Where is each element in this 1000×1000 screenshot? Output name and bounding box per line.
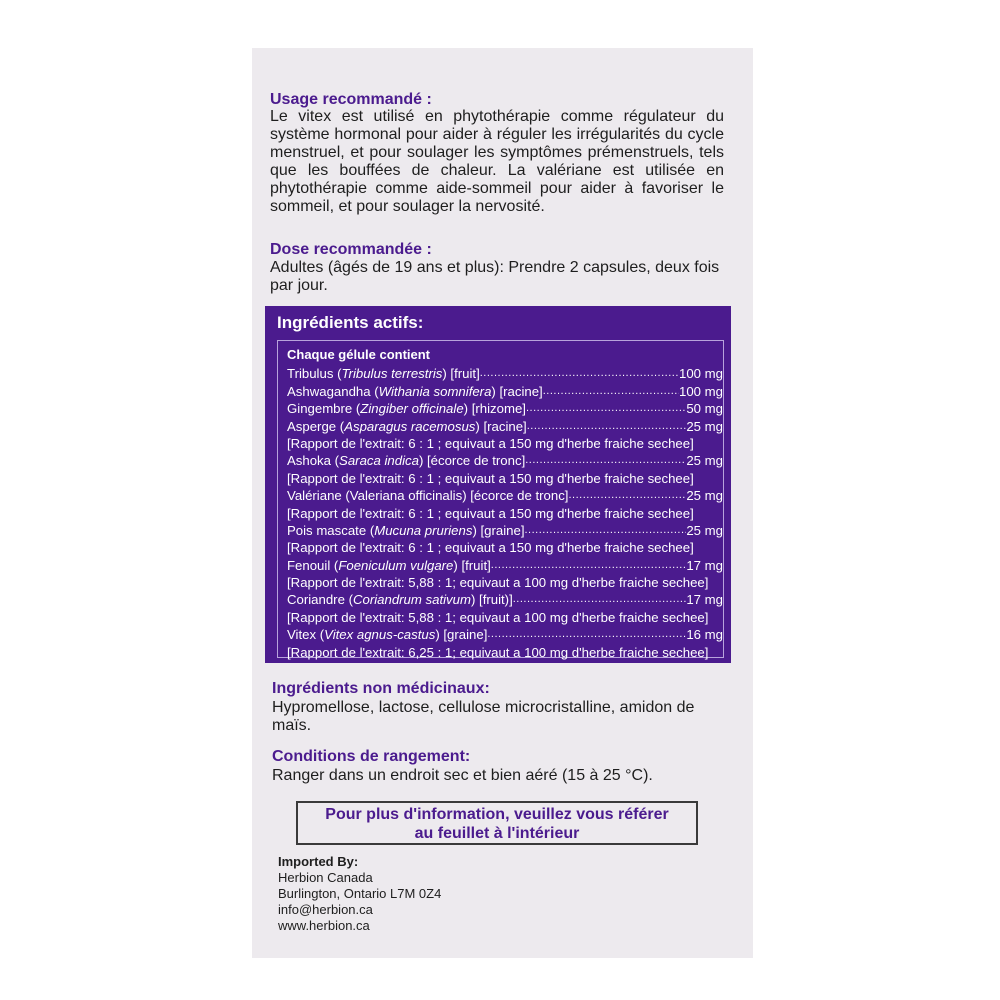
capsule-contains-label: Chaque gélule contient: [287, 347, 431, 362]
ingredient-amount: 50 mg: [686, 401, 723, 417]
more-info-line-2: au feuillet à l'intérieur: [414, 825, 580, 842]
ingredient-name: [287, 558, 491, 573]
importer-website: www.herbion.ca: [278, 918, 370, 933]
non-medicinal-title: Ingrédients non médicinaux:: [272, 680, 490, 697]
ingredient-latin-name: Mucuna pruriens: [374, 522, 473, 538]
extract-ratio-text: [Rapport de l'extrait: 6 : 1 ; equivaut a 150 mg d'herbe fraiche sechee]: [287, 505, 694, 521]
ingredient-amount: 100 mg: [679, 383, 723, 399]
ingredient-row: [287, 590, 723, 607]
ingredient-name: [287, 488, 568, 503]
extract-ratio-row: [287, 573, 723, 590]
leader-dots: [491, 558, 687, 573]
ingredient-amount: 25 mg: [686, 453, 723, 469]
ingredient-part: ) [racine]: [475, 418, 527, 434]
ingredient-row: [287, 555, 723, 572]
extract-ratio-text: [Rapport de l'extrait: 6 : 1 ; equivaut a 150 mg d'herbe fraiche sechee]: [287, 435, 694, 451]
ingredient-amount: 100 mg: [679, 366, 723, 382]
ingredient-amount: 17 mg: [686, 592, 723, 608]
ingredient-part: ) [fruit]: [442, 366, 480, 382]
leader-dots: [487, 627, 686, 642]
usage-title: Usage recommandé :: [270, 91, 432, 108]
ingredient-row: [287, 381, 723, 398]
ingredient-row: [287, 521, 723, 538]
extract-ratio-text: [Rapport de l'extrait: 5,88 : 1; equivaut a 100 mg d'herbe fraiche sechee]: [287, 609, 709, 625]
leader-dots: [527, 419, 687, 434]
ingredient-common-name: Tribulus (: [287, 366, 342, 382]
ingredient-part: ) [graine]: [472, 522, 525, 538]
storage-title: Conditions de rangement:: [272, 748, 471, 765]
ingredient-latin-name: Asparagus racemosus: [344, 418, 476, 434]
ingredient-name: [287, 523, 525, 538]
more-info-line-1: Pour plus d'information, veuillez vous référer: [325, 806, 669, 823]
more-info-box: [296, 801, 698, 845]
extract-ratio-text: [Rapport de l'extrait: 5,88 : 1; equivaut a 100 mg d'herbe fraiche sechee]: [287, 575, 709, 591]
ingredient-amount: 16 mg: [686, 627, 723, 643]
extract-ratio-row: [287, 468, 723, 485]
dose-text: Adultes (âgés de 19 ans et plus): Prendre 2 capsules, deux fois par jour.: [270, 259, 720, 294]
ingredient-name: [287, 401, 526, 416]
ingredient-common-name: Asperge (: [287, 418, 345, 434]
importer-title: Imported By:: [278, 854, 359, 869]
active-ingredients-box: [265, 306, 731, 663]
extract-ratio-text: [Rapport de l'extrait: 6 : 1 ; equivaut a 150 mg d'herbe fraiche sechee]: [287, 540, 694, 556]
ingredient-name: [287, 592, 513, 607]
leader-dots: [526, 401, 686, 416]
importer-block: [278, 854, 441, 934]
usage-text: Le vitex est utilisé en phytothérapie comme régulateur du système hormonal pour aider à réguler les irrégularités du cycle menstruel, et pour soulager les symptômes prémenstruels, tels que les bouffées de chaleur. La valériane est utilisée en phytothérapie comme aide-sommeil pour aider à favoriser le sommeil, et pour soulager la nervosité.: [270, 108, 724, 215]
ingredient-row: [287, 364, 723, 381]
ingredient-name: [287, 384, 543, 399]
ingredient-amount: 17 mg: [686, 557, 723, 573]
ingredient-amount: 25 mg: [686, 522, 723, 538]
ingredient-row: [287, 486, 723, 503]
extract-ratio-row: [287, 642, 723, 659]
ingredient-part: ) [rhizome]: [463, 401, 526, 417]
leader-dots: [513, 592, 687, 607]
active-ingredients-table: [277, 340, 724, 658]
extract-ratio-row: [287, 434, 723, 451]
ingredient-amount: 25 mg: [686, 488, 723, 504]
ingredient-part: ) [graine]: [435, 627, 488, 643]
ingredient-part: ) [fruit)]: [470, 592, 513, 608]
ingredient-part: ) [racine]: [491, 383, 543, 399]
extract-ratio-row: [287, 607, 723, 624]
ingredient-common-name: Pois mascate (: [287, 522, 375, 538]
ingredient-latin-name: Foeniculum vulgare: [338, 557, 454, 573]
importer-address: Burlington, Ontario L7M 0Z4: [278, 886, 442, 901]
ingredient-row: [287, 416, 723, 433]
extract-ratio-text: [Rapport de l'extrait: 6,25 : 1; equivaut a 100 mg d'herbe fraiche sechee]: [287, 644, 709, 660]
ingredient-common-name: Gingembre (: [287, 401, 361, 417]
active-ingredients-title: Ingrédients actifs:: [277, 313, 424, 332]
ingredient-name: [287, 419, 527, 434]
leader-dots: [543, 384, 679, 399]
ingredient-row: [287, 451, 723, 468]
ingredient-latin-name: Tribulus terrestris: [341, 366, 443, 382]
ingredient-amount: 25 mg: [686, 418, 723, 434]
ingredient-rows: [287, 364, 723, 660]
ingredient-common-name: Ashoka (: [287, 453, 340, 469]
leader-dots: [480, 366, 679, 381]
importer-name: Herbion Canada: [278, 870, 373, 885]
importer-email: info@herbion.ca: [278, 902, 373, 917]
ingredient-latin-name: Withania somnifera: [378, 383, 492, 399]
ingredient-name: [287, 627, 487, 642]
ingredient-latin-name: Vitex agnus-castus: [324, 627, 436, 643]
ingredient-common-name: Fenouil (: [287, 557, 339, 573]
extract-ratio-row: [287, 503, 723, 520]
ingredient-latin-name: Zingiber officinale: [360, 401, 464, 417]
ingredient-latin-name: Saraca indica: [339, 453, 419, 469]
ingredient-common-name: Ashwagandha (: [287, 383, 379, 399]
ingredient-name: [287, 453, 525, 468]
non-medicinal-text: Hypromellose, lactose, cellulose microcristalline, amidon de maïs.: [272, 699, 695, 734]
extract-ratio-text: [Rapport de l'extrait: 6 : 1 ; equivaut a 150 mg d'herbe fraiche sechee]: [287, 470, 694, 486]
extract-ratio-row: [287, 538, 723, 555]
leader-dots: [525, 453, 686, 468]
ingredient-common-name: Coriandre (: [287, 592, 353, 608]
ingredient-latin-name: Coriandrum sativum: [352, 592, 471, 608]
ingredient-part: ) [fruit]: [453, 557, 491, 573]
ingredient-common-name: Valériane (Valeriana officinalis) [écorce de tronc]: [287, 488, 569, 504]
dose-title: Dose recommandée :: [270, 241, 432, 258]
leader-dots: [525, 523, 687, 538]
ingredient-row: [287, 399, 723, 416]
ingredient-common-name: Vitex (: [287, 627, 325, 643]
ingredient-row: [287, 625, 723, 642]
ingredient-part: ) [écorce de tronc]: [418, 453, 526, 469]
storage-text: Ranger dans un endroit sec et bien aéré (15 à 25 °C).: [272, 767, 653, 784]
ingredient-name: [287, 366, 480, 381]
leader-dots: [568, 488, 686, 503]
